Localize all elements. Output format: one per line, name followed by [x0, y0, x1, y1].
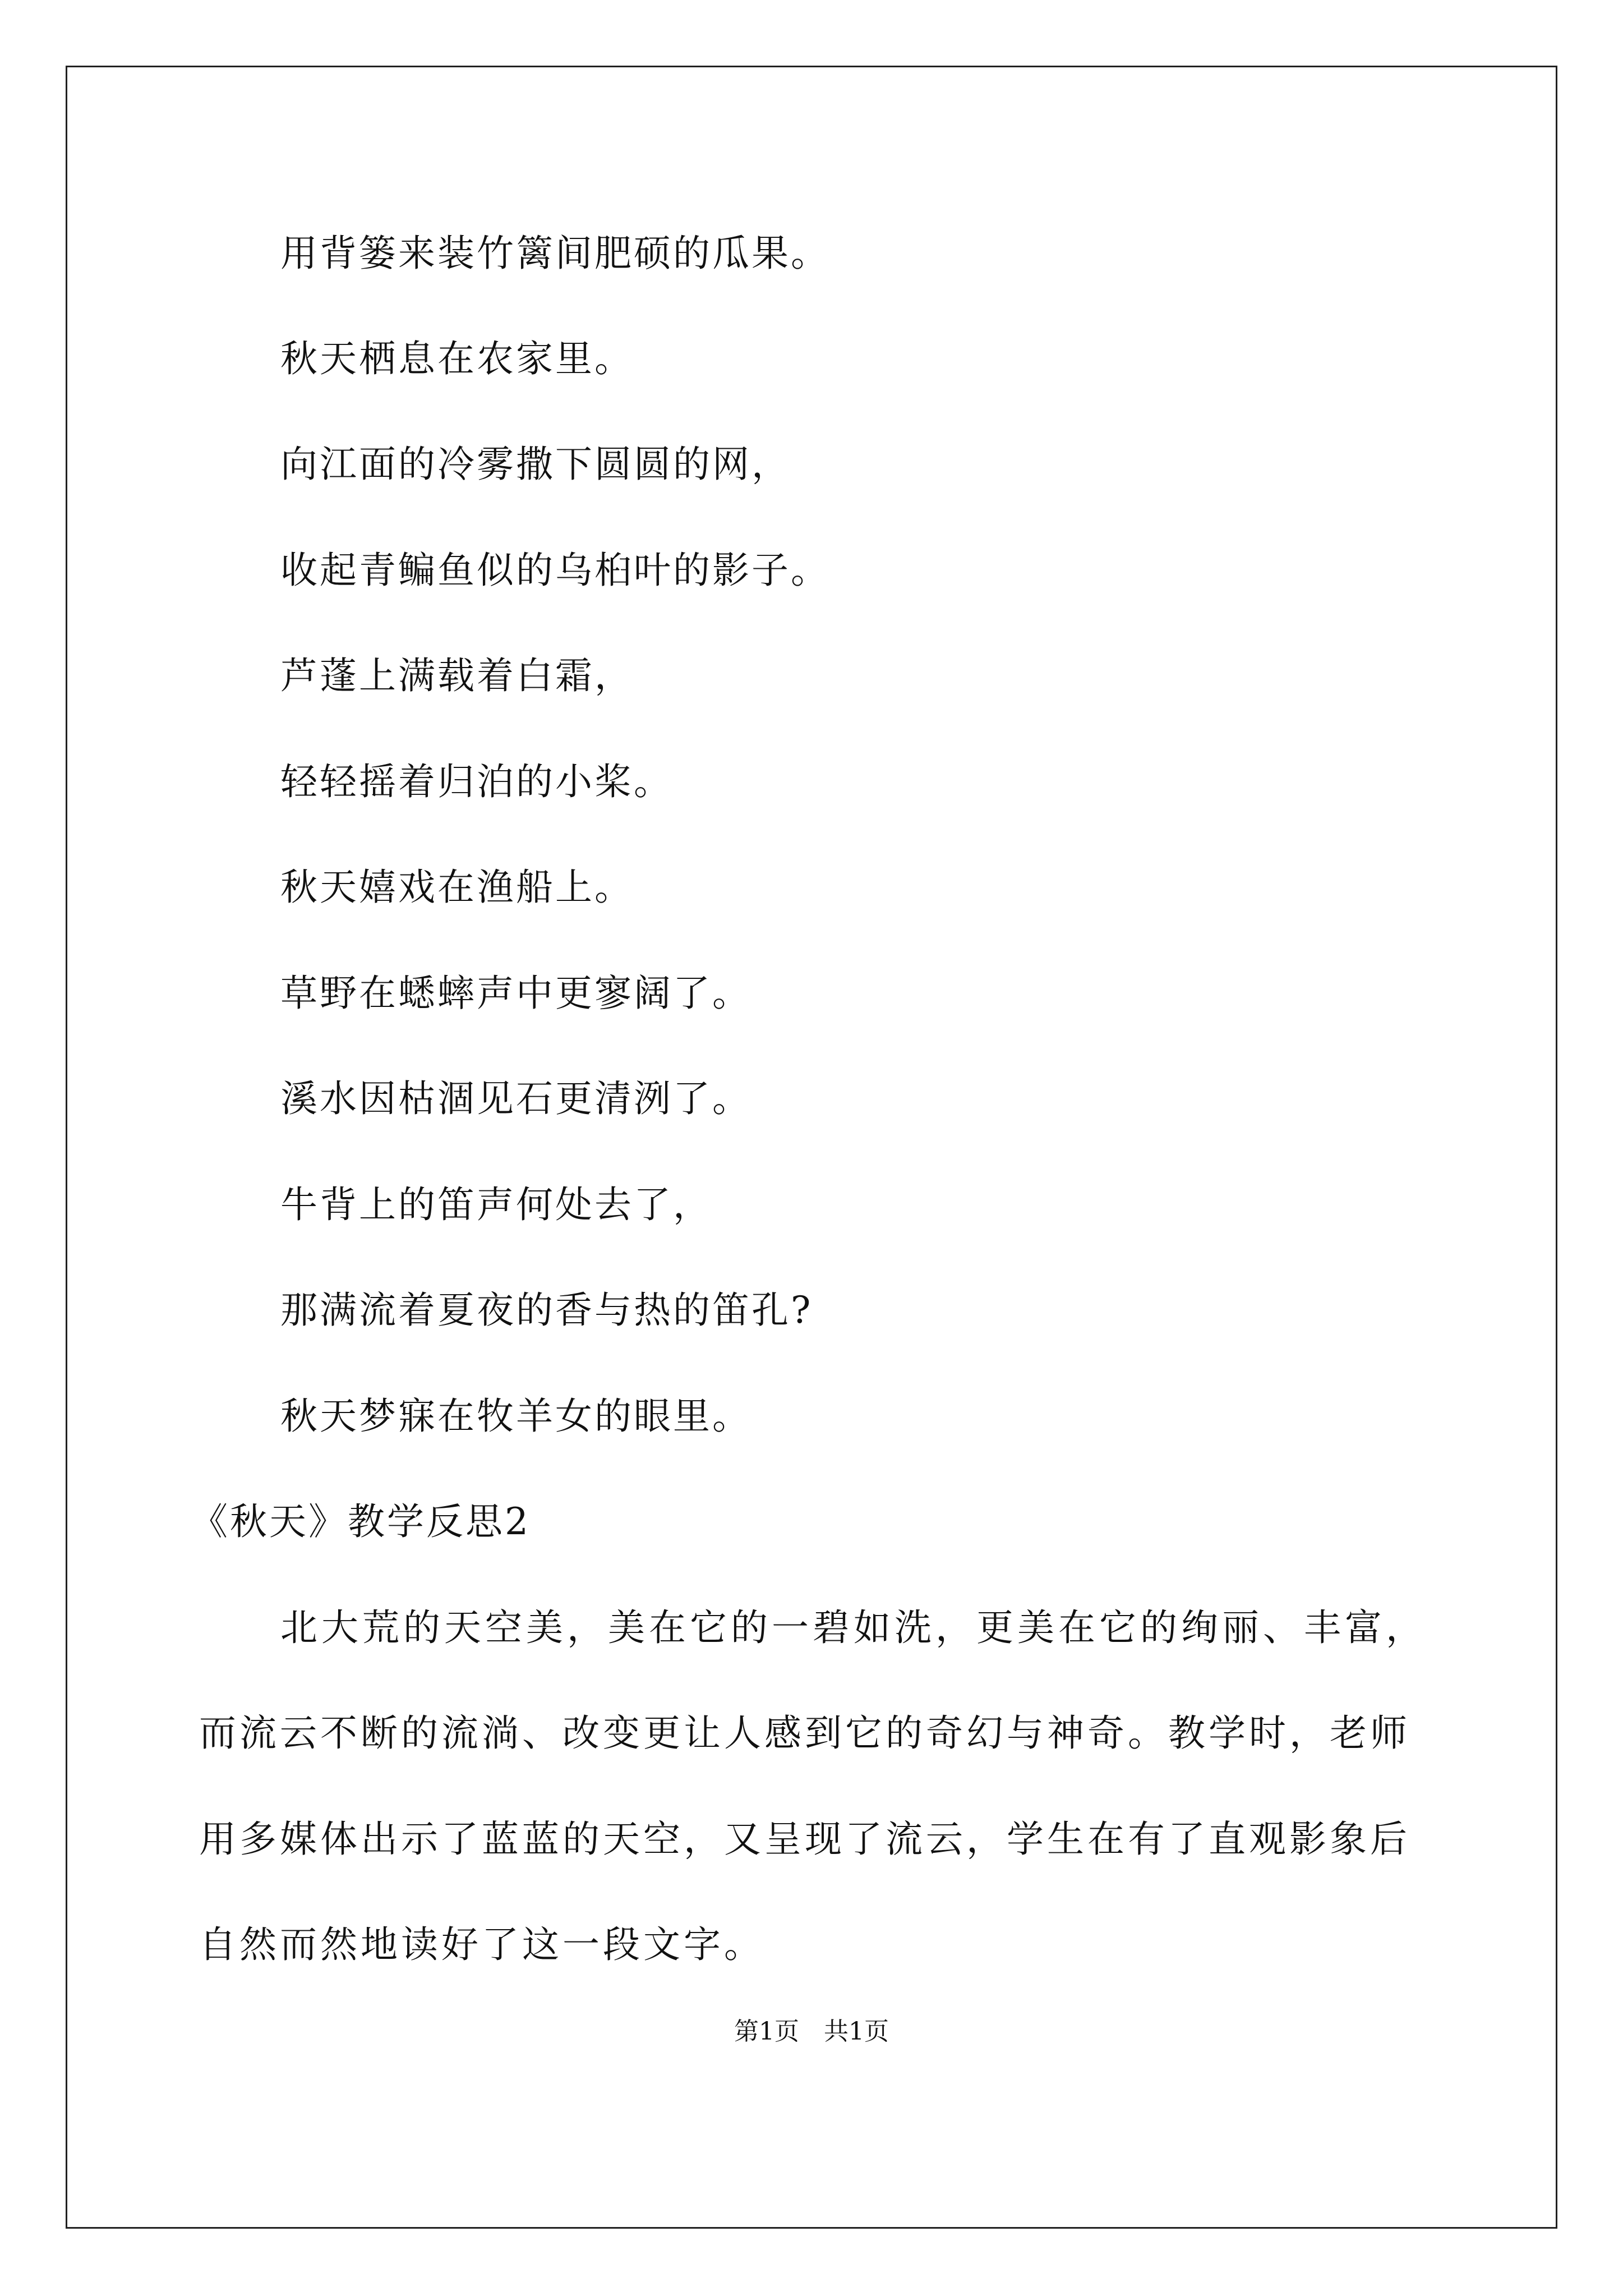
paragraph-line: 用多媒体出示了蓝蓝的天空，又呈现了流云，学生在有了直观影象后 — [199, 1818, 1410, 1861]
poem-line: 秋天嬉戏在渔船上。 — [280, 866, 634, 909]
poem-line: 秋天梦寐在牧羊女的眼里。 — [280, 1395, 751, 1438]
paragraph-line: 北大荒的天空美，美在它的一碧如洗，更美在它的绚丽、丰富， — [280, 1606, 1427, 1649]
paragraph-line: 而流云不断的流淌、改变更让人感到它的奇幻与神奇。教学时，老师 — [199, 1711, 1410, 1755]
poem-line: 牛背上的笛声何处去了， — [280, 1183, 712, 1226]
section-heading: 《秋天》教学反思2 — [191, 1500, 531, 1543]
page-footer: 第1页 共1页 — [734, 2017, 889, 2046]
poem-line: 芦蓬上满载着白霜， — [280, 654, 634, 697]
poem-line: 草野在蟋蟀声中更寥阔了。 — [280, 972, 751, 1015]
paragraph-line: 自然而然地读好了这一段文字。 — [199, 1923, 764, 1966]
poem-line: 轻轻摇着归泊的小桨。 — [280, 760, 673, 803]
poem-line: 那满流着夏夜的香与热的笛孔? — [280, 1289, 813, 1332]
poem-line: 向江面的冷雾撒下圆圆的网， — [280, 443, 791, 486]
page-border — [66, 66, 1557, 2229]
poem-line: 溪水因枯涸见石更清洌了。 — [280, 1077, 751, 1120]
poem-line: 收起青鳊鱼似的乌桕叶的影子。 — [280, 549, 830, 592]
poem-line: 用背篓来装竹篱间肥硕的瓜果。 — [280, 232, 830, 275]
poem-line: 秋天栖息在农家里。 — [280, 337, 634, 380]
